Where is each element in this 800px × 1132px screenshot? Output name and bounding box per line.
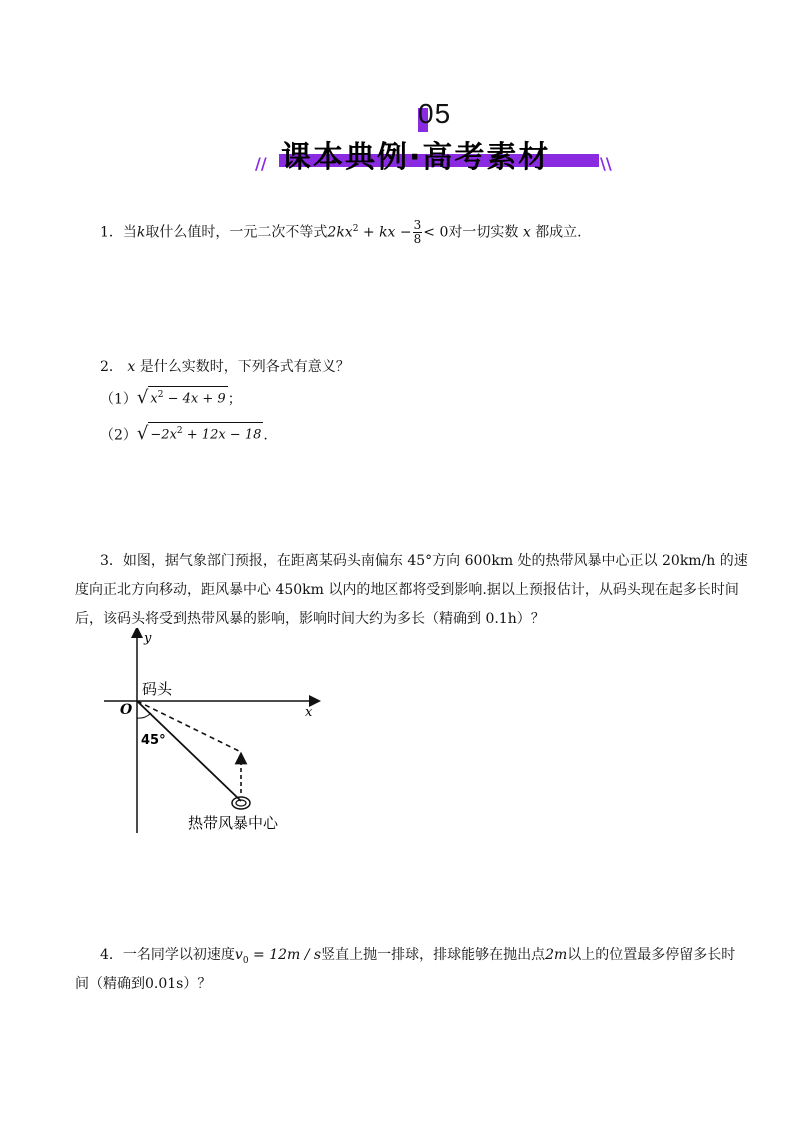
section-title: 课本典例·高考素材	[281, 140, 551, 175]
q4-text-a: 4．一名同学以初速度	[100, 947, 235, 963]
q1-fraction	[413, 219, 423, 246]
right-decoration: \\	[600, 154, 612, 173]
q2-var-x: x	[127, 359, 136, 375]
q2-prefix: 2．	[100, 359, 123, 375]
q2-p2-b: + 12x − 18	[182, 427, 262, 443]
y-axis-label: y	[144, 631, 152, 646]
x-axis-label: x	[305, 705, 313, 720]
q2-p1-exp: 2	[157, 390, 164, 400]
q1-frac-den: 8	[413, 232, 422, 246]
question-1	[100, 219, 582, 246]
q1-exp: 2	[352, 223, 359, 234]
q2-p2-label: （2）	[100, 427, 137, 444]
q2-p2-a: −2x	[150, 427, 177, 443]
section-header	[255, 98, 615, 178]
storm-outer-ring	[232, 797, 250, 809]
q1-expr-a: 2kx	[327, 224, 353, 241]
q1-var-x: x	[522, 224, 531, 241]
q4-var-sub: 0	[242, 955, 249, 966]
q3-line-2: 度向正北方向移动，距风暴中心 450km 以内的地区都将受到影响.据以上预报估计，从码头现在起多长时间	[75, 582, 739, 598]
figure-svg	[100, 628, 340, 843]
q2-part-2	[100, 422, 268, 444]
q3-line-1: 3．如图，据气象部门预报，在距离某码头南偏东 45°方向 600km 处的热带风暴中心正以 20km/h 的速	[100, 553, 748, 569]
q2-p2-sqrt: √ $-2x^2 + 12x - 18$	[136, 423, 262, 445]
section-number: 05	[418, 98, 452, 129]
q2-p1-end: ；	[227, 391, 242, 408]
q2-p2-end: .	[263, 427, 268, 444]
storm-label: 热带风暴中心	[188, 814, 279, 832]
dock-label: 码头	[142, 680, 173, 698]
question-2	[100, 356, 350, 376]
q4-var-v: v	[234, 947, 243, 963]
q1-expr-b: + kx −	[358, 224, 412, 241]
storm-figure	[100, 628, 340, 843]
q2-text: 是什么实数时，下列各式有意义？	[139, 359, 350, 375]
q2-p1-sqrt: √ $x^2 - 4x + 9$	[136, 387, 226, 409]
q1-frac-num: 3	[413, 218, 422, 232]
q4-line-2: 间（精确到0.01s）？	[75, 976, 212, 992]
angle-arc	[137, 713, 151, 718]
q1-suffix: 对一切实数	[448, 224, 519, 241]
q1-prefix: 1．当	[100, 224, 137, 241]
origin-label: O	[120, 702, 133, 718]
q2-p1-b: − 4x + 9	[163, 391, 226, 407]
q1-text: 取什么值时，一元二次不等式	[145, 224, 328, 241]
q4-text-b: 竖直上抛一排球，排球能够在抛出点	[321, 947, 546, 963]
left-decoration: //	[255, 154, 267, 173]
q2-p1-label: （1）	[100, 391, 137, 408]
q4-equation: = 12m / s	[248, 947, 322, 963]
q1-var-k: k	[136, 224, 146, 241]
q4-height: 2m	[545, 947, 568, 963]
storm-direction-line	[137, 701, 241, 801]
q3-line-3: 后，该码头将受到热带风暴的影响，影响时间大约为多长（精确到 0.1h）？	[75, 611, 545, 627]
angle-label: 45°	[141, 733, 166, 748]
q2-p2-exp: 2	[176, 426, 183, 436]
q4-line-1	[100, 944, 735, 966]
q1-end: 都成立.	[535, 224, 582, 241]
q1-expr-c: < 0	[423, 224, 449, 241]
q2-part-1	[100, 386, 242, 408]
q2-p1-a: x	[150, 391, 158, 407]
q4-text-c: 以上的位置最多停留多长时	[567, 947, 736, 963]
